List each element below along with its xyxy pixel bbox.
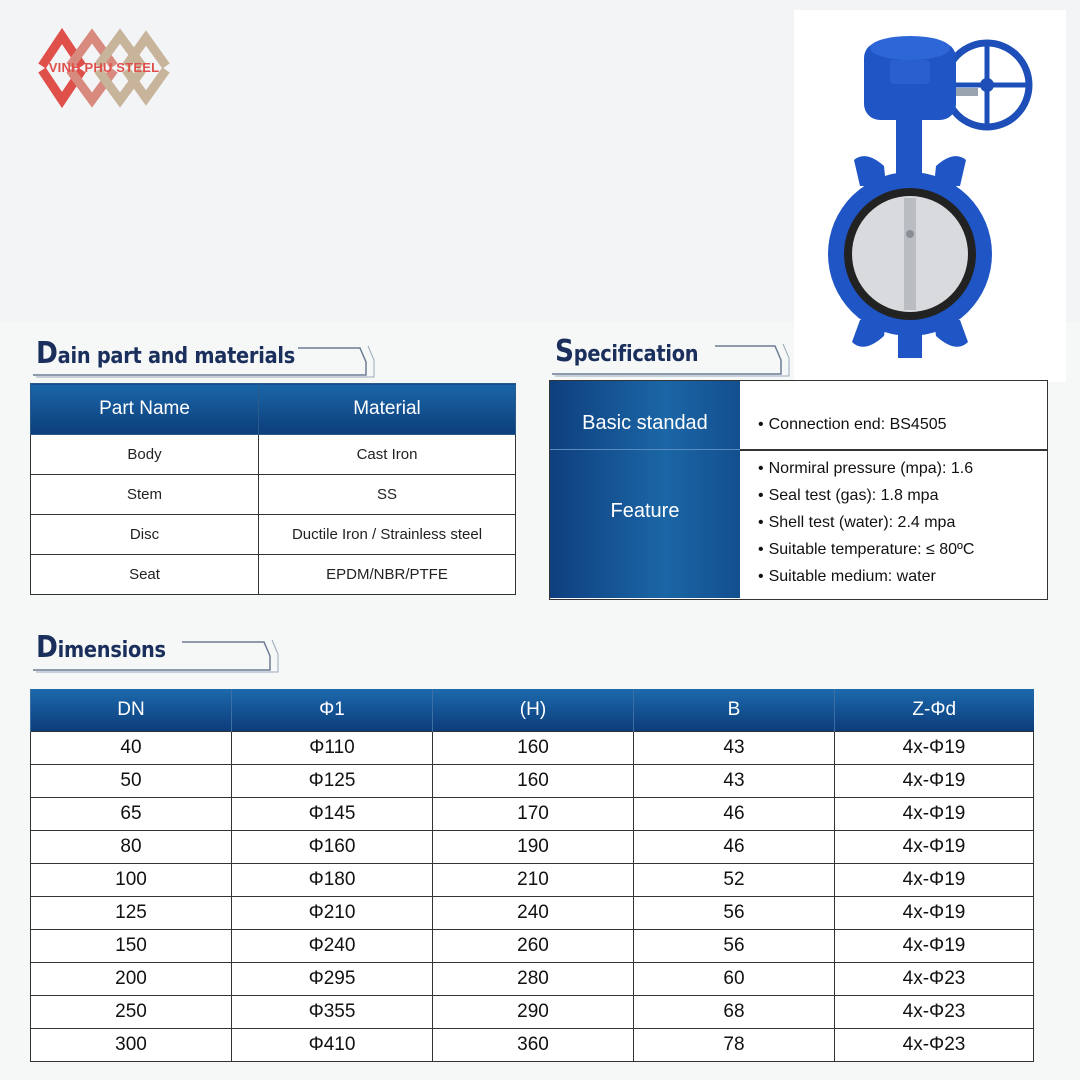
table-row (31, 1028, 1034, 1061)
h-cell: 190 (433, 830, 634, 863)
phi1-cell: Φ210 (232, 896, 433, 929)
feature-label: Feature (610, 500, 680, 522)
table-header-row (31, 384, 516, 435)
b-cell: 52 (634, 863, 835, 896)
spec-item: • Normiral pressure (mpa): 1.6 (758, 460, 973, 478)
dn-cell: 200 (31, 962, 232, 995)
basic-standard-label: Basic standad (582, 412, 708, 434)
z-phid-cell: 4x-Φ23 (835, 995, 1034, 1028)
table-row (31, 764, 1034, 797)
column-header-phi1: Φ1 (232, 689, 433, 731)
b-cell: 78 (634, 1028, 835, 1061)
title-initial: S (555, 334, 574, 369)
dimensions-section-title (32, 630, 280, 668)
table-row (31, 731, 1034, 764)
z-phid-cell: 4x-Φ23 (835, 962, 1034, 995)
phi1-cell: Φ240 (232, 929, 433, 962)
z-phid-cell: 4x-Φ19 (835, 764, 1034, 797)
part-name-cell: Disc (31, 515, 259, 555)
h-cell: 160 (433, 764, 634, 797)
phi1-cell: Φ160 (232, 830, 433, 863)
title-initial: D (36, 630, 58, 665)
brand-logo (36, 26, 172, 110)
b-cell: 43 (634, 731, 835, 764)
b-cell: 56 (634, 896, 835, 929)
z-phid-cell: 4x-Φ19 (835, 830, 1034, 863)
column-header-z-phid: Z-Φd (835, 689, 1034, 731)
dn-cell: 50 (31, 764, 232, 797)
b-cell: 68 (634, 995, 835, 1028)
z-phid-cell: 4x-Φ23 (835, 1028, 1034, 1061)
dn-cell: 80 (31, 830, 232, 863)
z-phid-cell: 4x-Φ19 (835, 929, 1034, 962)
z-phid-cell: 4x-Φ19 (835, 896, 1034, 929)
table-row (31, 863, 1034, 896)
phi1-cell: Φ110 (232, 731, 433, 764)
specification-section-title (551, 334, 791, 372)
phi1-cell: Φ145 (232, 797, 433, 830)
butterfly-valve-photo (794, 10, 1066, 382)
butterfly-valve-icon (794, 10, 1066, 382)
table-row (31, 962, 1034, 995)
dimensions-table (30, 689, 1034, 1062)
b-cell: 60 (634, 962, 835, 995)
h-cell: 160 (433, 731, 634, 764)
h-cell: 260 (433, 929, 634, 962)
phi1-cell: Φ410 (232, 1028, 433, 1061)
title-text: pecification (573, 342, 699, 367)
table-row (31, 435, 516, 475)
h-cell: 360 (433, 1028, 634, 1061)
spec-item: • Seal test (gas): 1.8 mpa (758, 487, 938, 505)
part-name-cell: Stem (31, 475, 259, 515)
part-name-cell: Body (31, 435, 259, 475)
b-cell: 46 (634, 830, 835, 863)
b-cell: 43 (634, 764, 835, 797)
materials-section-title (32, 336, 378, 374)
z-phid-cell: 4x-Φ19 (835, 731, 1034, 764)
b-cell: 56 (634, 929, 835, 962)
h-cell: 210 (433, 863, 634, 896)
spec-item: • Connection end: BS4505 (758, 416, 947, 434)
spec-item: • Suitable medium: water (758, 568, 936, 586)
dn-cell: 40 (31, 731, 232, 764)
dn-cell: 100 (31, 863, 232, 896)
dn-cell: 150 (31, 929, 232, 962)
dn-cell: 300 (31, 1028, 232, 1061)
spec-label-column (550, 381, 740, 598)
table-row (31, 929, 1034, 962)
material-cell: Cast Iron (259, 435, 516, 475)
spec-item: • Shell test (water): 2.4 mpa (758, 514, 955, 532)
part-name-cell: Seat (31, 555, 259, 595)
column-header-b: B (634, 689, 835, 731)
dn-cell: 250 (31, 995, 232, 1028)
z-phid-cell: 4x-Φ19 (835, 863, 1034, 896)
dn-cell: 125 (31, 896, 232, 929)
table-row (31, 555, 516, 595)
phi1-cell: Φ180 (232, 863, 433, 896)
title-initial: D (36, 336, 58, 371)
material-cell: Ductile Iron / Strainless steel (259, 515, 516, 555)
title-text: imensions (57, 638, 166, 663)
table-row (31, 995, 1034, 1028)
h-cell: 290 (433, 995, 634, 1028)
specification-table (549, 380, 1048, 600)
material-cell: EPDM/NBR/PTFE (259, 555, 516, 595)
table-row (31, 797, 1034, 830)
dimensions-table-body (31, 731, 1034, 1061)
logo-text: VINH PHU STEEL (48, 60, 160, 75)
table-row (31, 896, 1034, 929)
title-text: ain part and materials (57, 344, 296, 369)
column-header-h: (H) (433, 689, 634, 731)
h-cell: 280 (433, 962, 634, 995)
table-row (31, 515, 516, 555)
spec-item: • Suitable temperature: ≤ 80ºC (758, 541, 974, 559)
column-header-dn: DN (31, 689, 232, 731)
material-cell: SS (259, 475, 516, 515)
column-header-material: Material (259, 384, 516, 435)
phi1-cell: Φ295 (232, 962, 433, 995)
column-header-part-name: Part Name (31, 384, 259, 435)
table-header-row (31, 689, 1034, 731)
table-row (31, 475, 516, 515)
b-cell: 46 (634, 797, 835, 830)
h-cell: 170 (433, 797, 634, 830)
z-phid-cell: 4x-Φ19 (835, 797, 1034, 830)
phi1-cell: Φ355 (232, 995, 433, 1028)
materials-table (30, 383, 516, 595)
table-row (31, 830, 1034, 863)
h-cell: 240 (433, 896, 634, 929)
dn-cell: 65 (31, 797, 232, 830)
phi1-cell: Φ125 (232, 764, 433, 797)
